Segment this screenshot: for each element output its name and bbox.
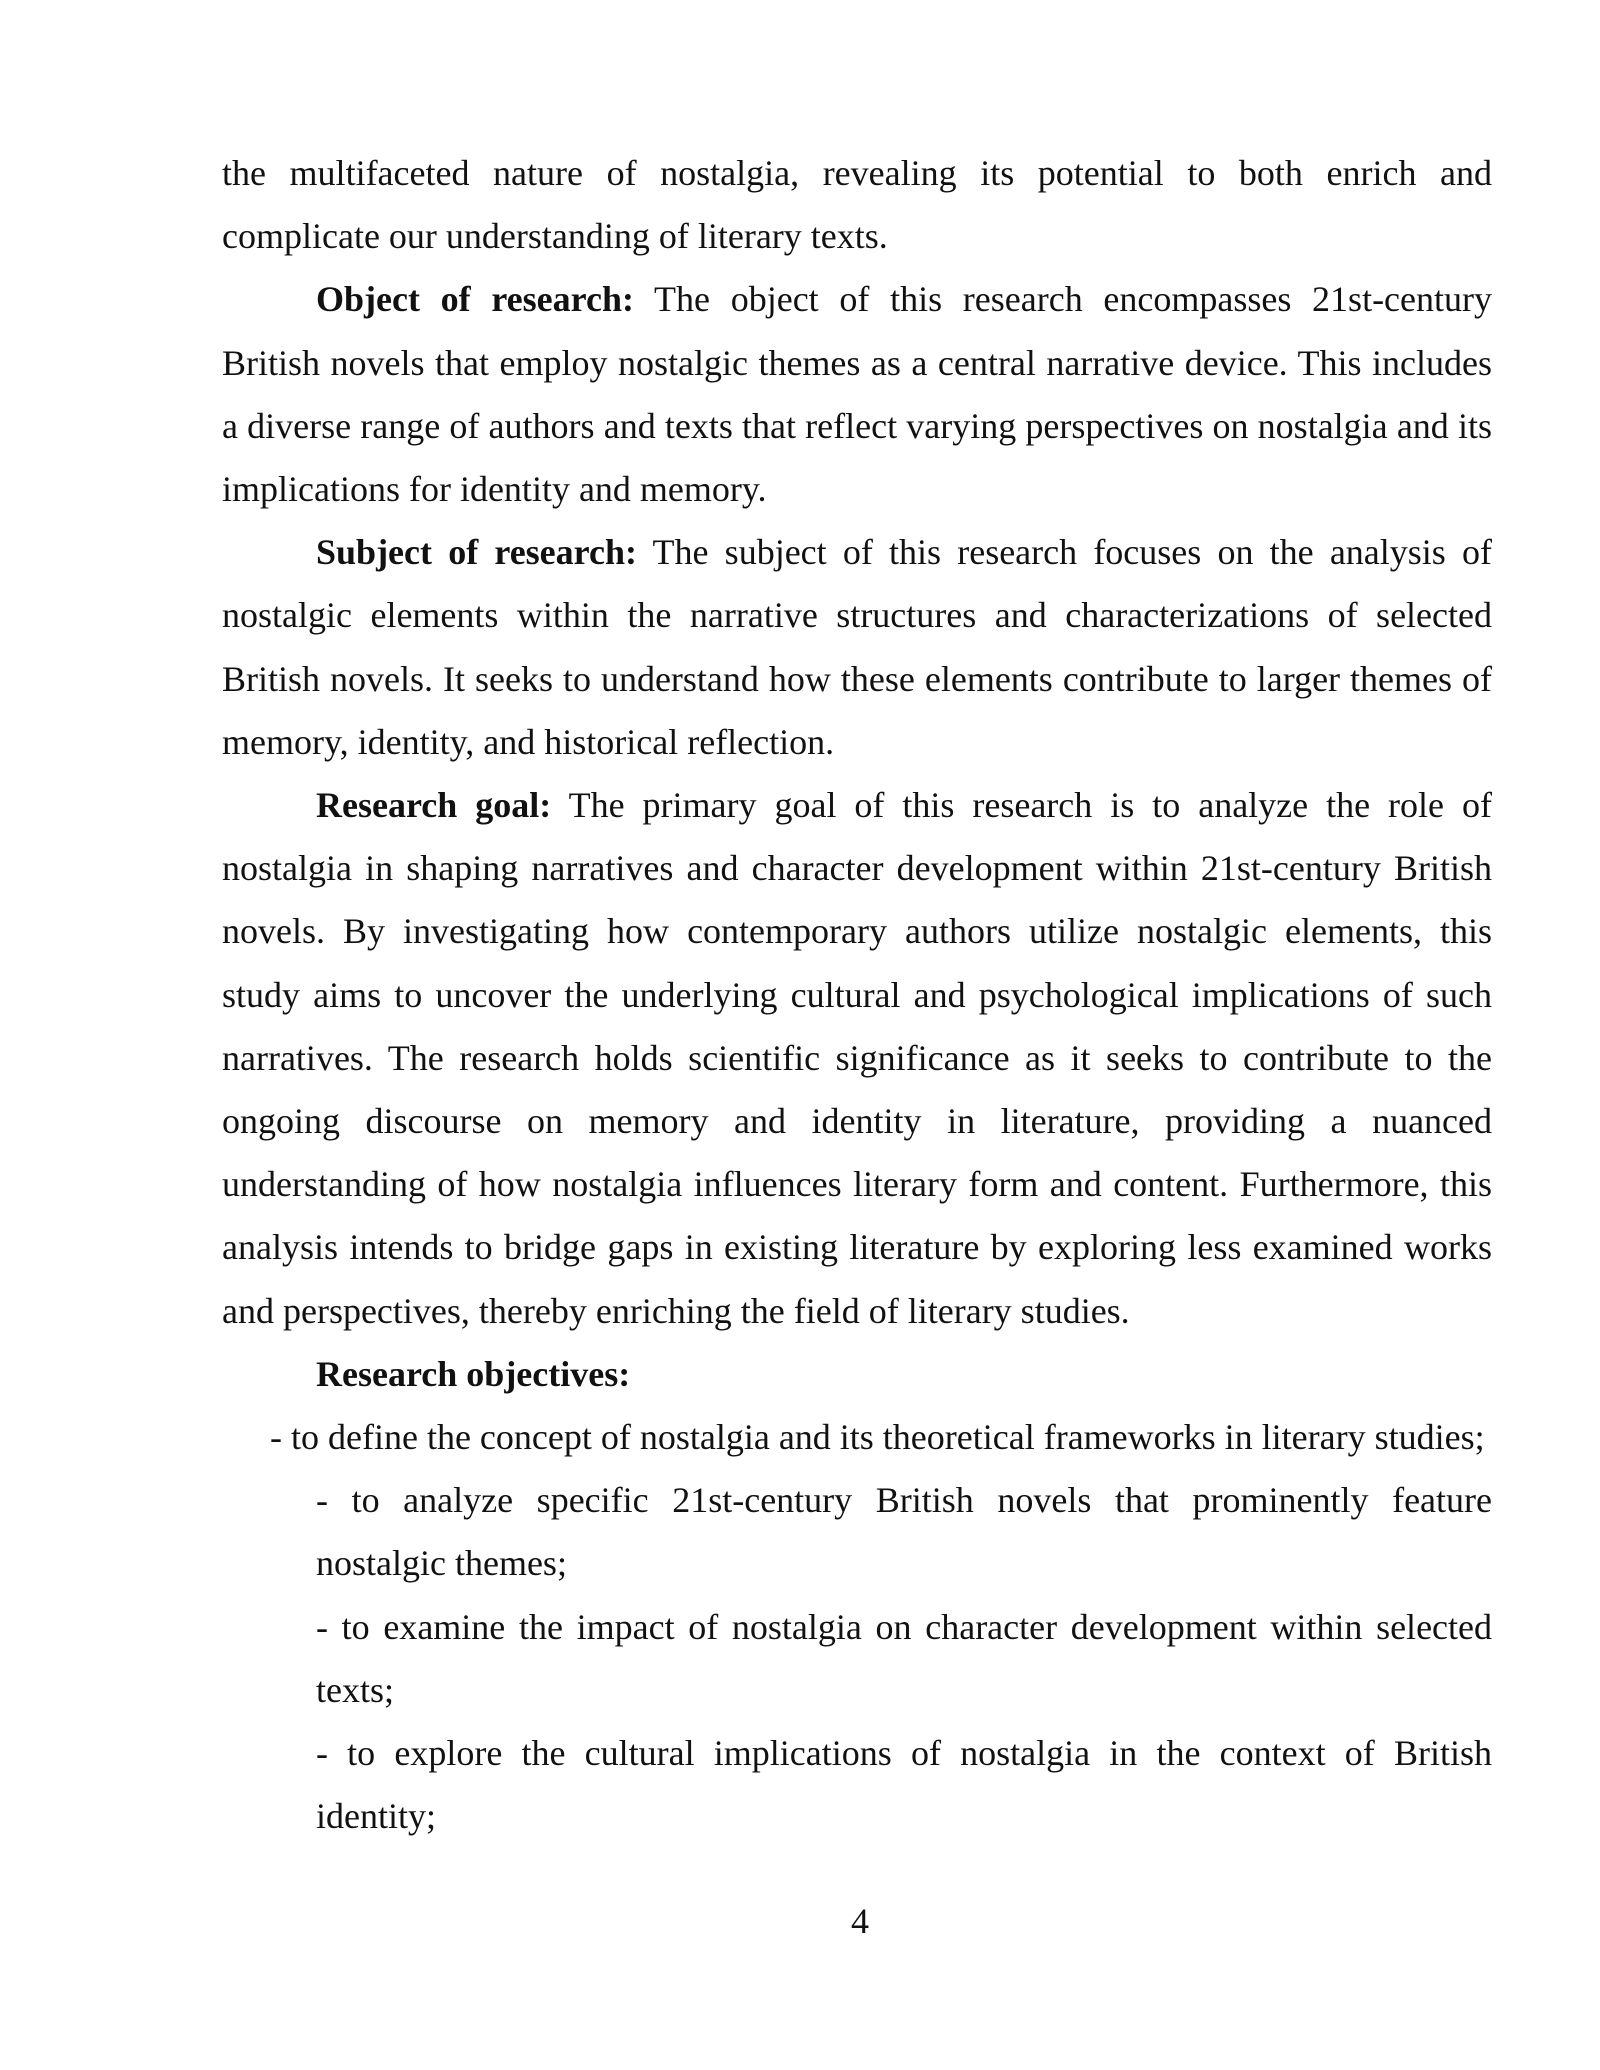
research-goal-label: Research goal: bbox=[316, 785, 552, 826]
objective-item: - to define the concept of nostalgia and its theoretical frameworks in literary studies; bbox=[270, 1417, 1485, 1458]
objective-item: - to analyze specific 21st-century British novels that prominently feature nostalgic themes; bbox=[316, 1480, 1492, 1584]
subject-of-research-paragraph bbox=[222, 521, 1492, 774]
research-objectives-list bbox=[222, 1406, 1492, 1848]
objective-item: - to examine the impact of nostalgia on character development within selected texts; bbox=[316, 1606, 1492, 1710]
research-goal-text: The primary goal of this research is to analyze the role of nostalgia in shaping narratives and character development within 21st-century British novels. By investigating how contemporary authors utilize nostalgic elements, this study aims to uncover the underlying cultural and psychological implications of such narratives. The research holds scientific significance as it seeks to contribute to the ongoing discourse on memory and identity in literature, providing a nuanced understanding of how nostalgia influences literary form and content. Furthermore, this analysis intends to bridge gaps in existing literature by exploring less examined works and perspectives, thereby enriching the field of literary studies. bbox=[222, 785, 1492, 1331]
body-text bbox=[222, 142, 1492, 1848]
subject-of-research-text: The subject of this research focuses on the analysis of nostalgic elements within the narrative structures and characterizations of selected British novels. It seeks to understand how these elements contribute to larger themes of memory, identity, and historical reflection. bbox=[222, 532, 1492, 762]
object-of-research-text: The object of this research encompasses 21st-century British novels that employ nostalgic themes as a central narrative device. This includes a diverse range of authors and texts that reflect varying perspectives on nostalgia and its implications for identity and memory. bbox=[222, 279, 1493, 510]
research-objectives-heading: Research objectives: bbox=[316, 1353, 631, 1394]
object-of-research-paragraph bbox=[222, 268, 1492, 521]
subject-of-research-label: Subject of research: bbox=[316, 532, 637, 573]
continuation-paragraph: the multifaceted nature of nostalgia, revealing its potential to both enrich and complicate our understanding of literary texts. bbox=[222, 153, 1492, 257]
research-goal-paragraph bbox=[222, 774, 1492, 1343]
page-number: 4 bbox=[851, 1901, 869, 1941]
object-of-research-label: Object of research: bbox=[316, 279, 634, 320]
objective-item: - to explore the cultural implications of nostalgia in the context of British identity; bbox=[316, 1733, 1492, 1837]
